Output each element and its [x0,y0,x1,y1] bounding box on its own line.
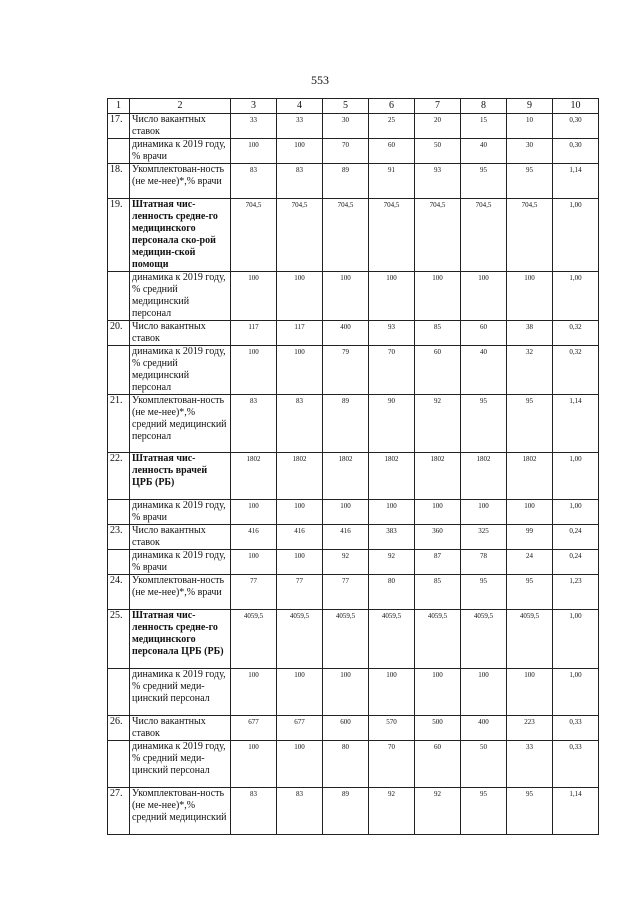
value-cell: 100 [231,500,277,525]
value-cell: 87 [415,550,461,575]
value-cell: 70 [369,346,415,395]
column-number: 8 [461,99,507,114]
indicator-label: динамика к 2019 году, % врачи [130,500,231,525]
value-cell: 1802 [231,453,277,500]
value-cell: 38 [507,321,553,346]
value-cell: 80 [369,575,415,610]
value-cell: 60 [369,139,415,164]
value-cell: 77 [323,575,369,610]
header-row [108,99,599,114]
value-cell: 400 [461,716,507,741]
value-cell: 79 [323,346,369,395]
column-number: 2 [130,99,231,114]
value-cell: 80 [323,741,369,788]
value-cell: 91 [369,164,415,199]
indicator-label: Штатная чис-ленность средне-го медицинского персонала ско-рой медицин-ской помощи [130,199,231,272]
value-cell: 60 [415,346,461,395]
row-number: 25. [108,610,130,669]
indicator-label: Укомплектован-ность (не ме-нее)*,% средний медицинский [130,788,231,835]
indicator-label: Штатная чис-ленность средне-го медицинского персонала ЦРБ (РБ) [130,610,231,669]
value-cell: 500 [415,716,461,741]
indicator-label: Укомплектован-ность (не ме-нее)*,% врачи [130,575,231,610]
value-cell: 92 [369,788,415,835]
value-cell: 4059,5 [415,610,461,669]
value-cell: 100 [277,272,323,321]
value-cell: 100 [323,669,369,716]
row-number: 20. [108,321,130,346]
staffing-table [107,98,599,835]
value-cell: 416 [323,525,369,550]
row-number: 22. [108,453,130,500]
value-cell: 70 [369,741,415,788]
value-cell: 4059,5 [323,610,369,669]
value-cell: 1,14 [553,395,599,453]
indicator-label: динамика к 2019 году, % средний медицинский персонал [130,272,231,321]
value-cell: 100 [231,346,277,395]
indicator-label: динамика к 2019 году, % врачи [130,550,231,575]
value-cell: 95 [507,164,553,199]
value-cell: 100 [277,139,323,164]
table-row [108,114,599,139]
value-cell: 100 [415,669,461,716]
row-number: 18. [108,164,130,199]
value-cell: 83 [231,395,277,453]
value-cell: 100 [369,500,415,525]
value-cell: 100 [323,500,369,525]
row-number [108,669,130,716]
value-cell: 100 [507,500,553,525]
column-number: 9 [507,99,553,114]
value-cell: 570 [369,716,415,741]
value-cell: 4059,5 [461,610,507,669]
value-cell: 92 [415,788,461,835]
value-cell: 383 [369,525,415,550]
value-cell: 100 [415,272,461,321]
value-cell: 416 [277,525,323,550]
value-cell: 40 [461,139,507,164]
value-cell: 704,5 [323,199,369,272]
value-cell: 1,00 [553,610,599,669]
indicator-label: динамика к 2019 году, % средний меди-цинский персонал [130,741,231,788]
value-cell: 33 [231,114,277,139]
value-cell: 1,23 [553,575,599,610]
value-cell: 85 [415,575,461,610]
column-number: 7 [415,99,461,114]
value-cell: 78 [461,550,507,575]
indicator-label: динамика к 2019 году, % средний медицинский персонал [130,346,231,395]
value-cell: 4059,5 [507,610,553,669]
value-cell: 1,00 [553,199,599,272]
value-cell: 77 [231,575,277,610]
value-cell: 1,00 [553,453,599,500]
value-cell: 95 [507,575,553,610]
value-cell: 40 [461,346,507,395]
column-number: 4 [277,99,323,114]
value-cell: 0,33 [553,716,599,741]
value-cell: 360 [415,525,461,550]
value-cell: 50 [461,741,507,788]
table-row [108,139,599,164]
row-number: 24. [108,575,130,610]
table-row [108,788,599,835]
value-cell: 704,5 [507,199,553,272]
value-cell: 89 [323,164,369,199]
value-cell: 60 [461,321,507,346]
value-cell: 4059,5 [277,610,323,669]
value-cell: 100 [277,550,323,575]
value-cell: 1802 [415,453,461,500]
value-cell: 1,00 [553,500,599,525]
value-cell: 50 [415,139,461,164]
value-cell: 100 [231,272,277,321]
value-cell: 0,24 [553,550,599,575]
value-cell: 1,00 [553,669,599,716]
value-cell: 100 [369,669,415,716]
value-cell: 83 [277,395,323,453]
indicator-label: Число вакантных ставок [130,525,231,550]
value-cell: 89 [323,395,369,453]
value-cell: 223 [507,716,553,741]
value-cell: 93 [415,164,461,199]
row-number: 27. [108,788,130,835]
row-number: 26. [108,716,130,741]
value-cell: 33 [277,114,323,139]
value-cell: 100 [277,346,323,395]
value-cell: 30 [507,139,553,164]
value-cell: 117 [277,321,323,346]
value-cell: 92 [415,395,461,453]
value-cell: 92 [323,550,369,575]
value-cell: 60 [415,741,461,788]
value-cell: 704,5 [415,199,461,272]
indicator-label: Укомплектован-ность (не ме-нее)*,% средний медицинский персонал [130,395,231,453]
indicator-label: Штатная чис-ленность врачей ЦРБ (РБ) [130,453,231,500]
table-row [108,346,599,395]
value-cell: 30 [323,114,369,139]
value-cell: 83 [231,164,277,199]
column-number: 1 [108,99,130,114]
value-cell: 83 [277,788,323,835]
value-cell: 99 [507,525,553,550]
column-number: 10 [553,99,599,114]
table-row [108,321,599,346]
table-row [108,550,599,575]
value-cell: 677 [277,716,323,741]
value-cell: 1802 [277,453,323,500]
table-row [108,610,599,669]
value-cell: 0,32 [553,346,599,395]
value-cell: 0,32 [553,321,599,346]
value-cell: 70 [323,139,369,164]
indicator-label: Число вакантных ставок [130,716,231,741]
value-cell: 117 [231,321,277,346]
value-cell: 15 [461,114,507,139]
value-cell: 100 [231,550,277,575]
value-cell: 33 [507,741,553,788]
value-cell: 100 [231,139,277,164]
value-cell: 0,30 [553,114,599,139]
value-cell: 100 [277,741,323,788]
value-cell: 100 [507,669,553,716]
value-cell: 100 [231,669,277,716]
value-cell: 1,00 [553,272,599,321]
value-cell: 95 [461,395,507,453]
value-cell: 4059,5 [231,610,277,669]
value-cell: 100 [461,669,507,716]
value-cell: 100 [461,500,507,525]
value-cell: 20 [415,114,461,139]
value-cell: 1,14 [553,788,599,835]
value-cell: 1802 [507,453,553,500]
value-cell: 100 [323,272,369,321]
table-row [108,395,599,453]
value-cell: 95 [507,395,553,453]
value-cell: 100 [277,500,323,525]
value-cell: 93 [369,321,415,346]
value-cell: 704,5 [231,199,277,272]
indicator-label: Число вакантных ставок [130,114,231,139]
table-row [108,272,599,321]
value-cell: 100 [231,741,277,788]
row-number [108,550,130,575]
value-cell: 100 [277,669,323,716]
value-cell: 77 [277,575,323,610]
indicator-label: Число вакантных ставок [130,321,231,346]
table-row [108,164,599,199]
value-cell: 0,24 [553,525,599,550]
column-number: 6 [369,99,415,114]
row-number: 21. [108,395,130,453]
value-cell: 95 [507,788,553,835]
indicator-label: динамика к 2019 году, % средний меди-цинский персонал [130,669,231,716]
indicator-label: динамика к 2019 году, % врачи [130,139,231,164]
value-cell: 704,5 [369,199,415,272]
row-number [108,741,130,788]
table-row [108,575,599,610]
table-row [108,525,599,550]
table-row [108,716,599,741]
indicator-label: Укомплектован-ность (не ме-нее)*,% врачи [130,164,231,199]
value-cell: 1802 [369,453,415,500]
value-cell: 92 [369,550,415,575]
table-row [108,669,599,716]
value-cell: 25 [369,114,415,139]
value-cell: 90 [369,395,415,453]
value-cell: 83 [231,788,277,835]
value-cell: 95 [461,164,507,199]
value-cell: 600 [323,716,369,741]
row-number [108,139,130,164]
value-cell: 32 [507,346,553,395]
value-cell: 704,5 [461,199,507,272]
value-cell: 1,14 [553,164,599,199]
column-number: 5 [323,99,369,114]
value-cell: 10 [507,114,553,139]
row-number [108,346,130,395]
value-cell: 85 [415,321,461,346]
value-cell: 704,5 [277,199,323,272]
value-cell: 416 [231,525,277,550]
value-cell: 677 [231,716,277,741]
value-cell: 100 [369,272,415,321]
value-cell: 83 [277,164,323,199]
value-cell: 1802 [461,453,507,500]
page-number: 553 [311,73,329,87]
value-cell: 100 [461,272,507,321]
value-cell: 1802 [323,453,369,500]
value-cell: 0,33 [553,741,599,788]
table-row [108,500,599,525]
value-cell: 100 [507,272,553,321]
value-cell: 95 [461,575,507,610]
row-number: 19. [108,199,130,272]
value-cell: 100 [415,500,461,525]
value-cell: 400 [323,321,369,346]
value-cell: 89 [323,788,369,835]
row-number: 17. [108,114,130,139]
table-row [108,453,599,500]
column-number: 3 [231,99,277,114]
value-cell: 24 [507,550,553,575]
table-row [108,199,599,272]
value-cell: 95 [461,788,507,835]
row-number [108,500,130,525]
table-row [108,741,599,788]
value-cell: 325 [461,525,507,550]
value-cell: 0,30 [553,139,599,164]
row-number [108,272,130,321]
row-number: 23. [108,525,130,550]
value-cell: 4059,5 [369,610,415,669]
